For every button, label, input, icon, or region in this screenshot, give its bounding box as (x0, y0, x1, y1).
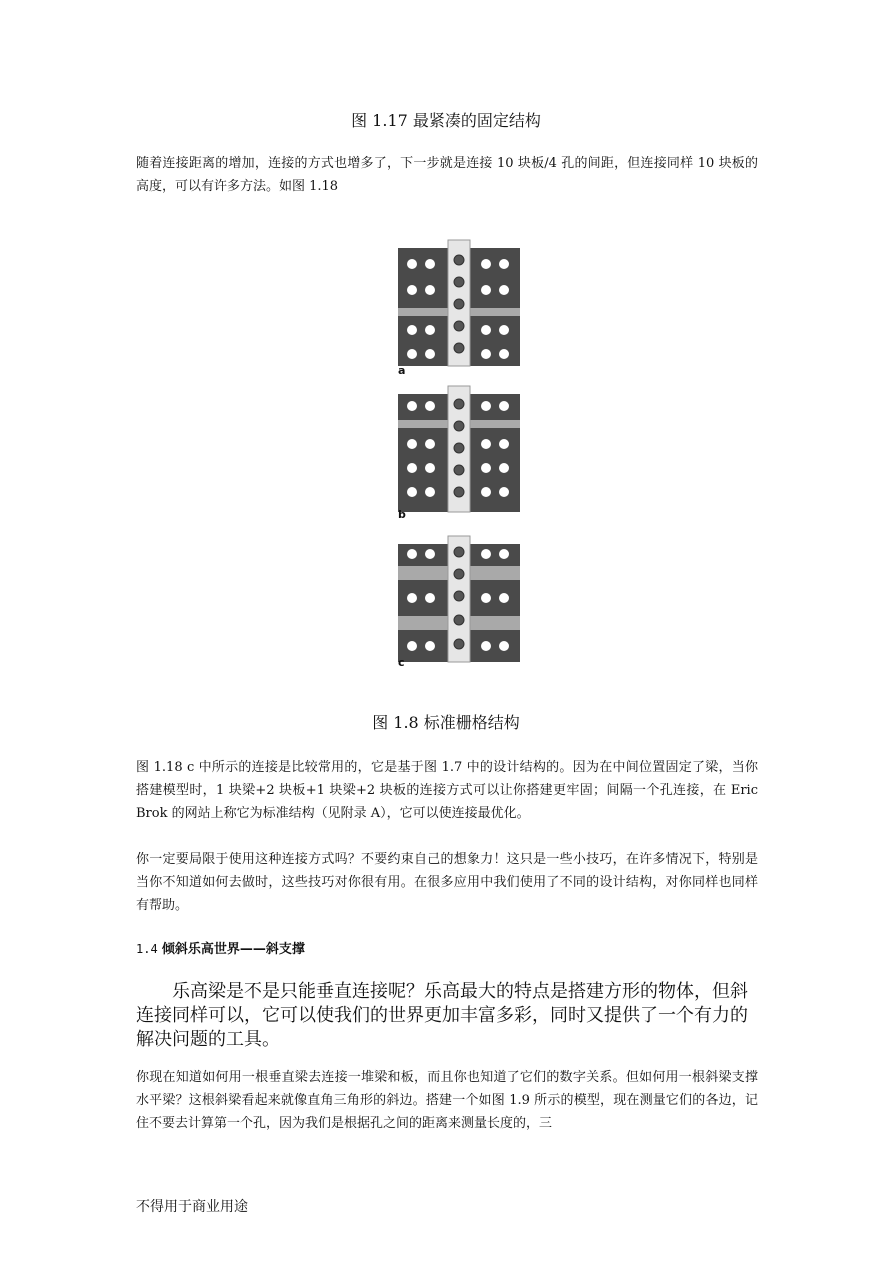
figure-panel-label: b (398, 508, 406, 521)
paragraph-intro: 随着连接距离的增加，连接的方式也增多了，下一步就是连接 10 块板/4 孔的间距，但连接同样 10 块板的高度，可以有许多方法。如图 1.18 (136, 156, 758, 194)
section-title: 倾斜乐高世界——斜支撑 (161, 942, 305, 957)
figure-panel-a (396, 238, 522, 377)
figure-panel-b (396, 384, 522, 521)
figure-caption-1-8: 图 1.8 标准栅格结构 (372, 713, 520, 732)
page-footer: 不得用于商业用途 (136, 1199, 248, 1215)
section-number: 1.4 (136, 942, 158, 956)
paragraph-diagonal-beam: 你现在知道如何用一根垂直梁去连接一堆梁和板，而且你也知道了它们的数字关系。但如何用一根斜梁支撑水平梁？这根斜梁看起来就像直角三角形的斜边。搭建一个如图 1.9 所示的模型，现在测量它们的各边，记住不要去计算第一个孔，因为我们是根据孔之间的距离来测量长度的，三 (136, 1070, 758, 1131)
paragraph-diagonal-intro: 乐高梁是不是只能垂直连接呢？乐高最大的特点是搭建方形的物体，但斜连接同样可以，它可以使我们的世界更加丰富多彩，同时又提供了一个有力的解决问题的工具。 (136, 981, 748, 1050)
lego-grid-c-illustration (396, 534, 522, 664)
figure-caption-1-17: 图 1.17 最紧凑的固定结构 (351, 111, 541, 130)
figure-panel-c (396, 534, 522, 669)
paragraph-standard-structure: 图 1.18 c 中所示的连接是比较常用的，它是基于图 1.7 中的设计结构的。因为在中间位置固定了梁，当你搭建模型时，1 块梁+2 块板+1 块梁+2 块板的连接方式可以让你搭建更牢固；间隔一个孔连接，在 Eric Brok 的网站上称它为标准结构（见附录 A），它可以使连接最优化。 (136, 760, 758, 821)
paragraph-imagination: 你一定要局限于使用这种连接方式吗？不要约束自己的想象力！这只是一些小技巧，在许多情况下，特别是当你不知道如何去做时，这些技巧对你很有用。在很多应用中我们使用了不同的设计结构，对你同样也同样有帮助。 (136, 852, 758, 913)
figure-panel-label: a (398, 364, 406, 377)
figure-panel-label: c (398, 656, 405, 669)
lego-grid-b-illustration (396, 384, 522, 514)
lego-grid-a-illustration (396, 238, 522, 368)
section-heading (136, 938, 305, 957)
